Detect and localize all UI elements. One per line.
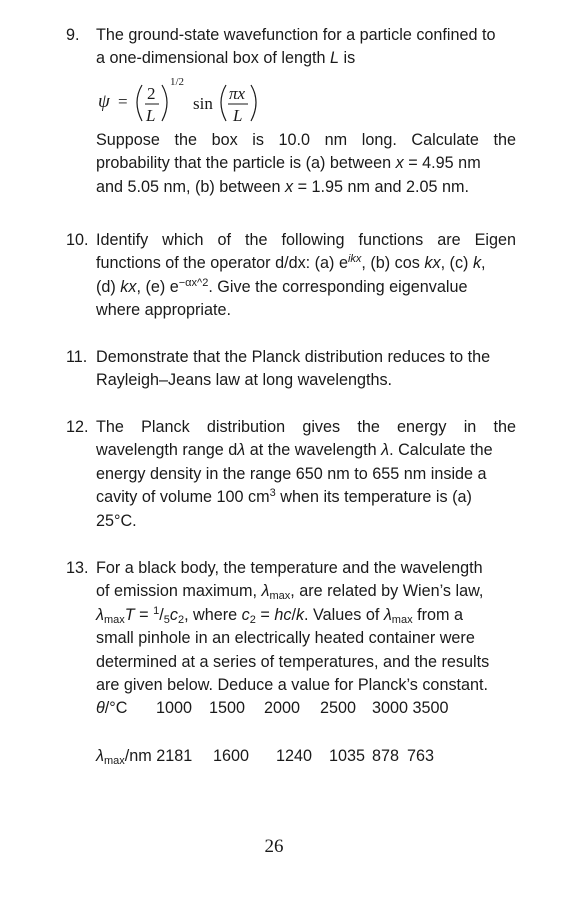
problem-body [96,346,516,393]
text-line: Demonstrate that the Planck distribution reduces to the [96,348,491,366]
fraction-numerator: 2 [147,83,156,103]
theta-value: 2500 [320,699,357,718]
problem-12 [66,416,516,533]
problem-10 [66,229,516,323]
text-line: a one-dimensional box of length L is [96,49,356,68]
text-line: $\lambda_{max}T = ^1/_5c_2$, where $c_2 = hc/k$. Values of $\lambda_{max}$ from a [96,604,463,626]
text-line: and 5.05 nm, (b) between x = 1.95 nm and 2.05 nm. [96,177,470,196]
problem-number: 12. [66,418,89,436]
right-paren [162,85,167,121]
left-paren [137,85,142,121]
sin-function: sin [193,93,213,113]
text-line: (d) kx, (e) $e^{-\alpha x\^{}2}$. Give the corresponding eigenvalue [96,276,468,296]
problem-number: 10. [66,231,89,249]
temperature-row [96,697,516,720]
equals-sign: = [118,91,128,111]
theta-label: θ/°C [96,699,128,718]
text-line: 25°C. [96,511,137,530]
problem-body [96,557,516,768]
left-paren-2 [221,85,226,121]
lambda-label: $\lambda_{max}/nm$ 2181 [96,746,193,767]
text-line: Suppose the box is 10.0 nm long. Calculate the [96,130,516,149]
text-line: functions of the operator d/dx: (a) $e^{ikx}$, (b) cos kx, (c) k, [96,253,486,273]
text-line: wavelength range dλ at the wavelength λ. Calculate the [96,441,493,460]
problem-body [96,416,516,533]
text-line: For a black body, the temperature and the wavelength [96,559,483,577]
text-line: determined at a series of temperatures, and the results [96,652,490,671]
lambda-value: 1600 [213,746,250,765]
theta-value: 1500 [209,699,246,718]
exponent: 1/2 [170,75,185,88]
problem-body [96,229,516,323]
text-line: small pinhole in an electrically heated container were [96,629,475,648]
theta-value: 1000 [156,699,193,718]
text-line: Rayleigh–Jeans law at long wavelengths. [96,371,393,390]
text-line: Identify which of the following functions are Eigen [96,231,516,249]
problem-13 [66,557,516,768]
lambda-max-row [96,745,516,768]
text-line: energy density in the range 650 nm to 655 nm inside a [96,464,487,483]
text-line: where appropriate. [96,301,231,320]
text-line: are given below. Deduce a value for Planck’s constant. [96,676,489,695]
equation-graphic [96,71,296,129]
theta-value: 3000 3500 [372,699,449,718]
problem-number: 13. [66,559,89,577]
lambda-value: 878 [372,746,400,765]
fraction-denominator: L [146,105,156,125]
lambda-value: 1240 [276,746,313,765]
wavefunction-equation [96,71,516,129]
text-line: of emission maximum, $\lambda_{max}$, are related by Wien’s law, [96,582,484,603]
right-paren-2 [251,85,256,121]
text-line: The Planck distribution gives the energy in the [96,418,516,436]
argument-numerator: πx [229,83,246,103]
text-line: The ground-state wavefunction for a particle confined to [96,26,496,44]
problem-11 [66,346,516,393]
problem-9 [66,24,516,199]
problem-number: 9. [66,26,80,44]
text-line: cavity of volume 100 $cm^3$ when its temperature is (a) [96,487,472,507]
problem-body [96,24,516,199]
theta-value: 2000 [264,699,301,718]
problem-number: 11. [66,348,88,366]
lambda-value: 1035 [329,746,366,765]
page-number: 26 [264,836,284,857]
psi-symbol: ψ [98,90,110,112]
argument-denominator: L [233,105,243,125]
text-line: probability that the particle is (a) between x = 4.95 nm [96,154,481,173]
lambda-value: 763 [407,746,435,765]
